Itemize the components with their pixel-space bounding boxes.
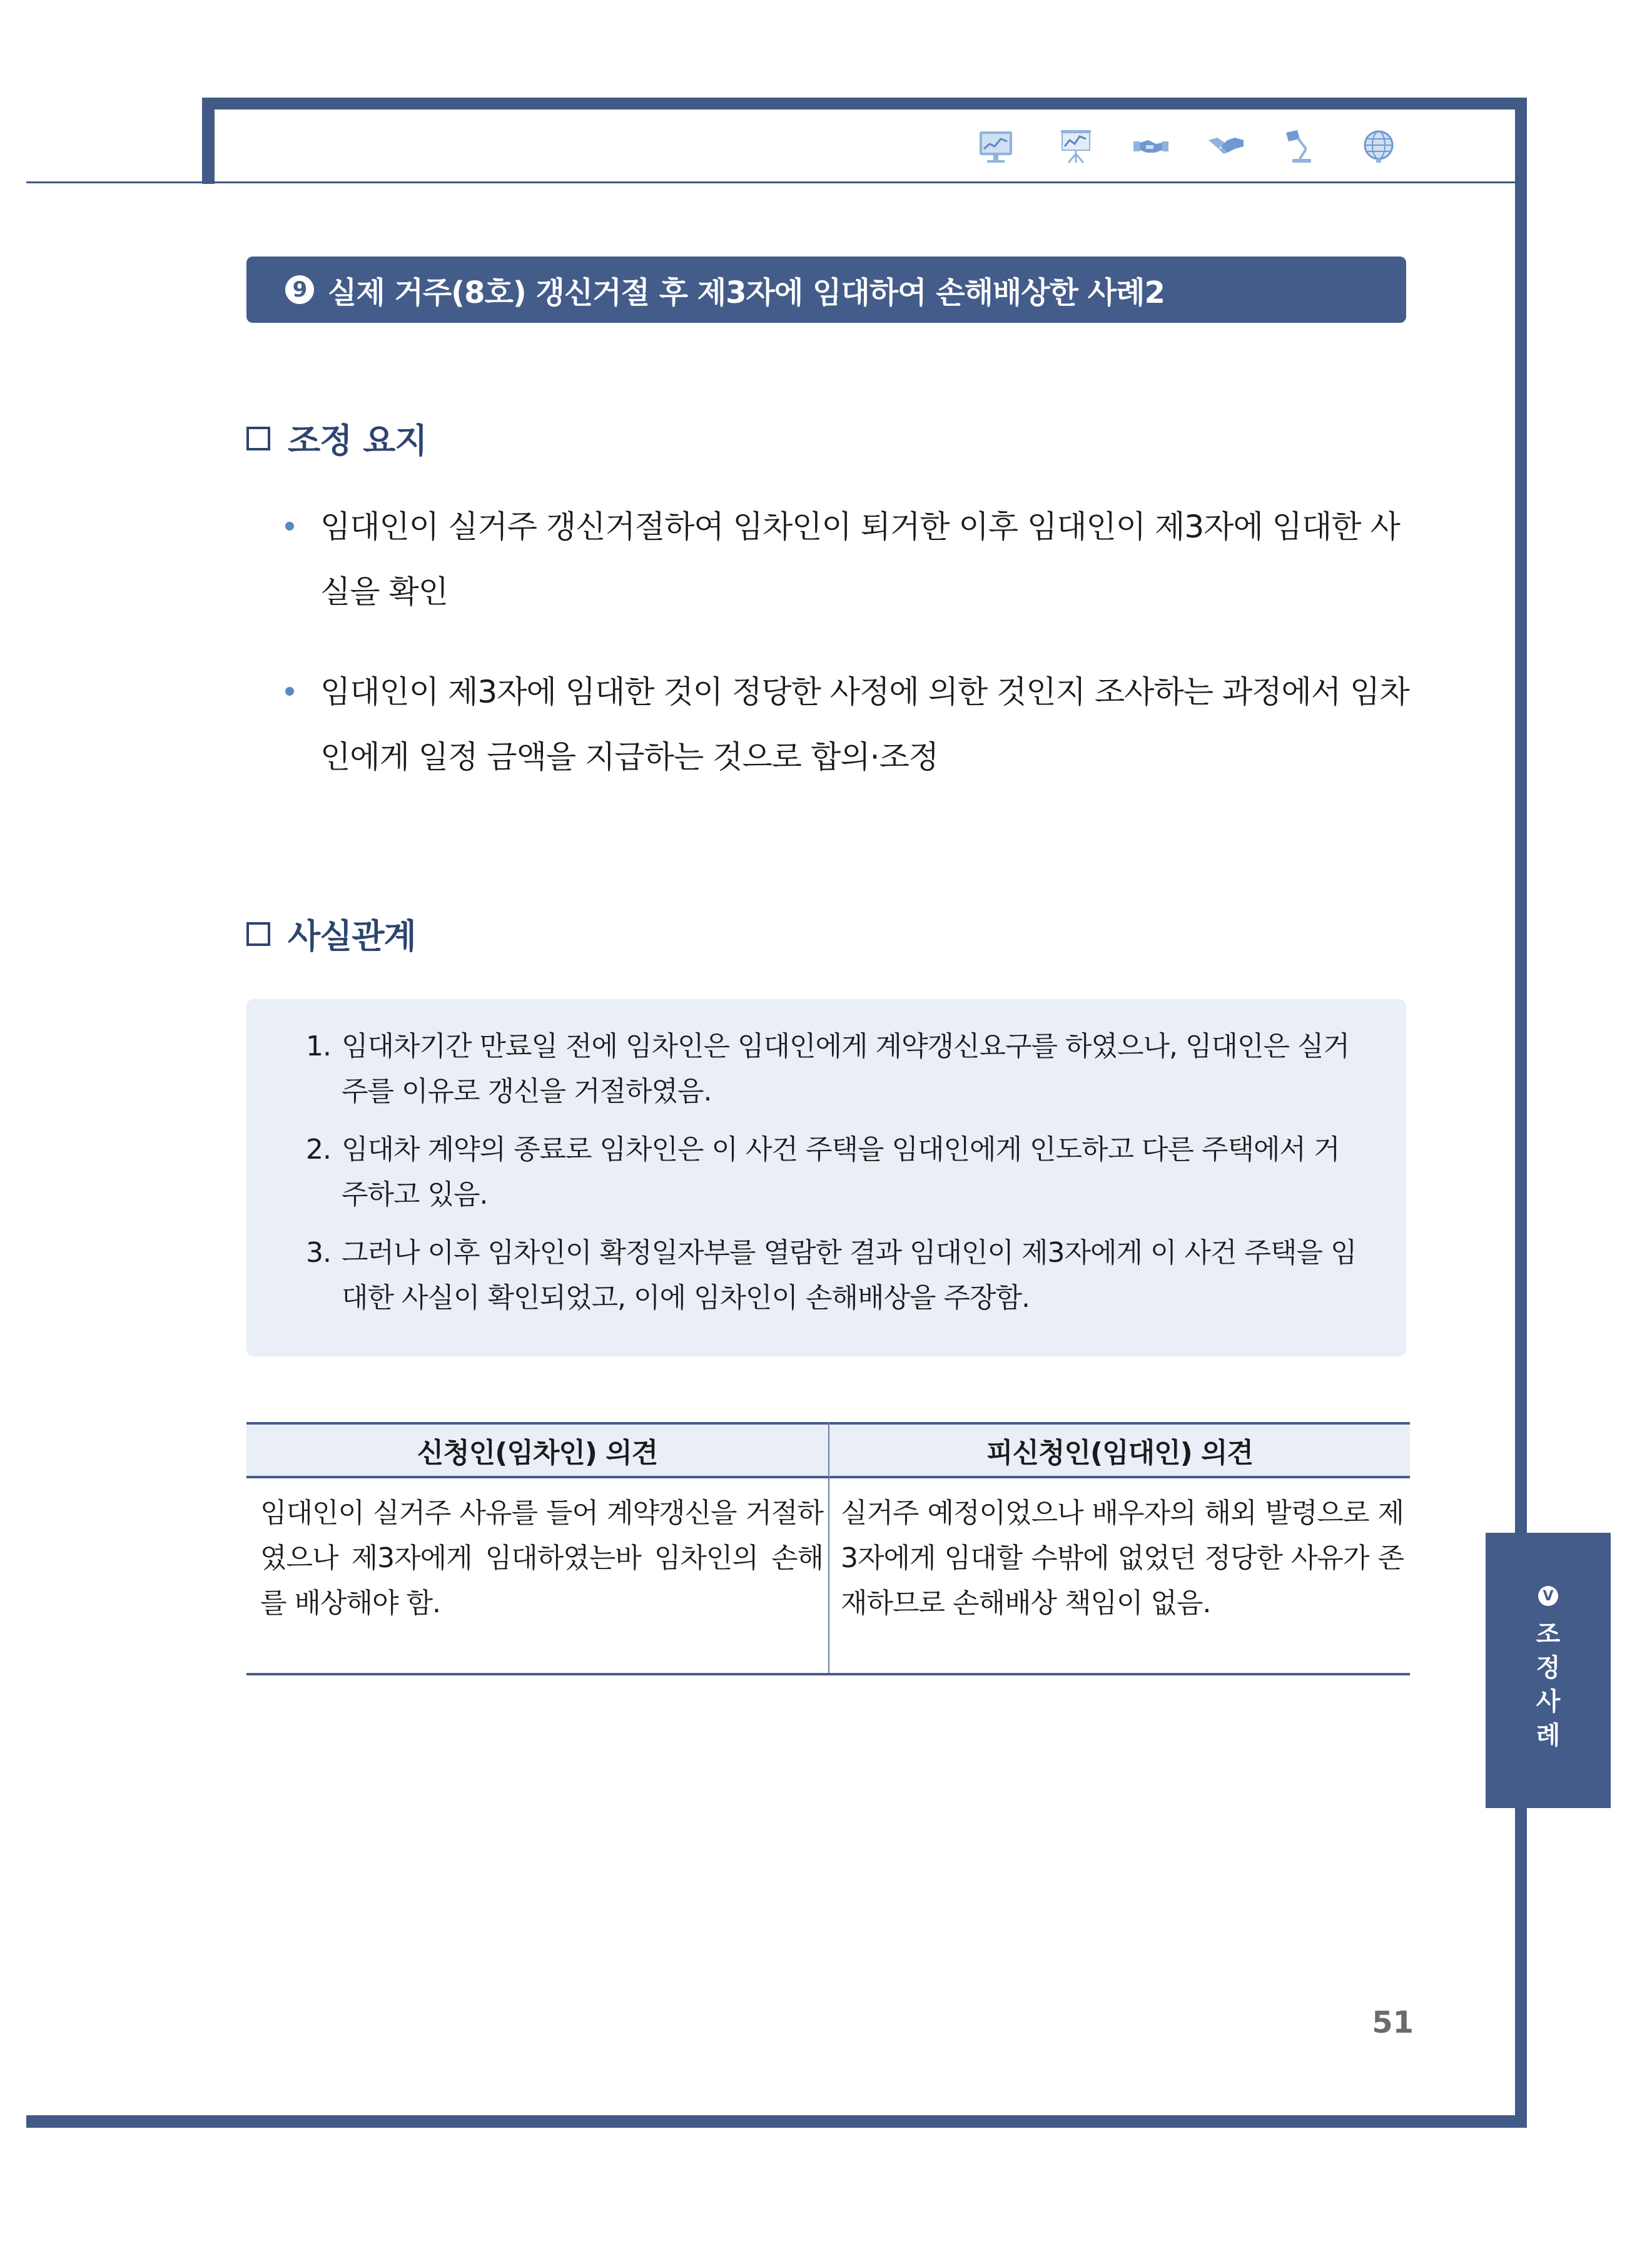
column-divider: [828, 1422, 829, 1675]
summary-bullet: [294, 659, 1414, 790]
fact-text: 임대차 계약의 종료로 임차인은 이 사건 주택을 임대인에게 인도하고 다른 주택에서 거주하고 있음.: [342, 1134, 1340, 1211]
respondent-opinion: 실거주 예정이었으나 배우자의 해외 발령으로 제3자에게 임대할 수밖에 없었던 정당한 사유가 존재하므로 손해배상 책임이 없음.: [841, 1497, 1404, 1619]
facts-heading: [246, 910, 416, 958]
fact-number: 3.: [306, 1237, 331, 1269]
summary-bullet-text: 임대인이 실거주 갱신거절하여 임차인이 퇴거한 이후 임대인이 제3자에 임대한 사실을 확인: [320, 509, 1400, 610]
applicant-header: 신청인(임차인) 의견: [417, 1437, 658, 1469]
fact-item: [306, 1231, 1363, 1321]
summary-heading-text: 조정 요지: [288, 421, 427, 460]
fact-item: [306, 1127, 1363, 1217]
checkbox-square-icon: [246, 427, 270, 450]
frame-top-bar: [202, 98, 1527, 109]
desk-lamp-icon: [1281, 126, 1321, 166]
globe-icon: [1359, 126, 1399, 166]
summary-bullet-text: 임대인이 제3자에 임대한 것이 정당한 사정에 의한 것인지 조사하는 과정에서 임차인에게 일정 금액을 지급하는 것으로 합의·조정: [320, 674, 1409, 775]
fact-text: 임대차기간 만료일 전에 임차인은 임대인에게 계약갱신요구를 하였으나, 임대인은 실거주를 이유로 갱신을 거절하였음.: [342, 1030, 1350, 1107]
chapter-label-char: 례: [1536, 1721, 1561, 1750]
fact-text: 그러나 이후 임차인이 확정일자부를 열람한 결과 임대인이 제3자에게 이 사건 주택을 임대한 사실이 확인되었고, 이에 임차인이 손해배상을 주장함.: [342, 1237, 1357, 1314]
chapter-label-char: 정: [1536, 1654, 1561, 1682]
table-bottom-rule: [246, 1673, 1410, 1675]
case-title-bar: [246, 257, 1406, 323]
chapter-numeral-badge: V: [1538, 1586, 1558, 1606]
page-number: 51: [1372, 2005, 1414, 2040]
summary-heading: [246, 414, 427, 462]
checkbox-square-icon: [246, 922, 270, 946]
chapter-side-tab[interactable]: [1486, 1533, 1611, 1808]
chapter-label: [1536, 1617, 1561, 1752]
fact-item: [306, 1024, 1363, 1114]
fact-number: 1.: [306, 1030, 331, 1062]
fact-number: 2.: [306, 1134, 331, 1166]
facts-box: [246, 999, 1406, 1356]
handshake-icon: [1206, 126, 1246, 166]
case-title: 실제 거주(8호) 갱신거절 후 제3자에 임대하여 손해배상한 사례2: [328, 275, 1165, 310]
header-rule: [26, 181, 1515, 183]
frame-bottom-bar: [26, 2115, 1527, 2128]
chapter-label-char: 사: [1536, 1687, 1561, 1716]
frame-right-bar: [1515, 98, 1527, 2127]
case-number-badge: 9: [285, 275, 314, 304]
summary-bullet: [294, 494, 1414, 624]
applicant-opinion: 임대인이 실거주 사유를 들어 계약갱신을 거절하였으나 제3자에게 임대하였는바 임차인의 손해를 배상해야 함.: [260, 1497, 823, 1619]
presentation-board-icon: [1056, 126, 1096, 166]
monitor-chart-icon: [976, 126, 1016, 166]
chapter-label-char: 조: [1536, 1620, 1561, 1649]
frame-left-notch: [202, 98, 215, 184]
respondent-header: 피신청인(임대인) 의견: [986, 1437, 1254, 1469]
handshake-pact-icon: [1131, 126, 1171, 166]
bullet-dot-icon: [285, 522, 294, 531]
facts-heading-text: 사실관계: [288, 917, 416, 956]
bullet-dot-icon: [285, 687, 294, 696]
